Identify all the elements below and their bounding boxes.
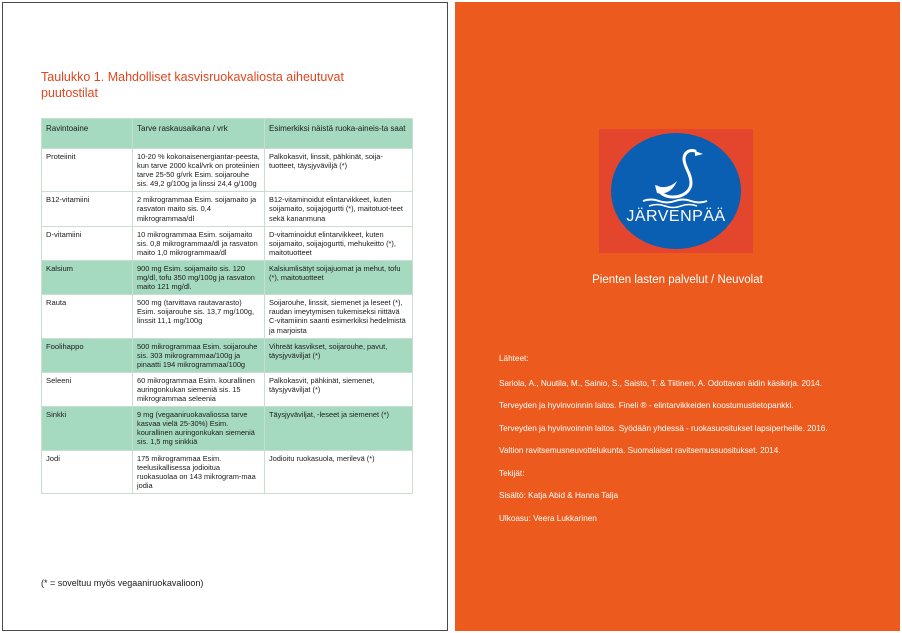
- nutrient-name: Kalsium: [42, 260, 133, 294]
- table-row: [42, 149, 413, 192]
- table-title: Taulukko 1. Mahdolliset kasvisruokavaliosta aiheutuvat puutostilat: [41, 70, 344, 100]
- header-sources: Esimerkiksi näistä ruoka-aineis-ta saat: [265, 119, 413, 149]
- left-page: [2, 2, 448, 631]
- header-nutrient: Ravintoaine: [42, 119, 133, 149]
- sources-section: [499, 354, 839, 536]
- nutrient-need: 500 mg (tarvittava rautavarasto) Esim. soijarouhe sis. 13,7 mg/100g, linssit 11,1 mg/100g: [133, 295, 265, 338]
- content-author: Sisältö: Katja Abid & Hanna Talja: [499, 491, 619, 500]
- nutrient-sources: Palkokasvit, linssit, pähkinät, soija-tuotteet, täysjyväviljä (*): [265, 149, 413, 192]
- footnote: (* = soveltuu myös vegaaniruokavalioon): [41, 578, 204, 588]
- authors-heading: Tekijät:: [499, 468, 525, 478]
- nutrient-need: 175 mikrogrammaa Esim. teelusikallisessa jodioitua ruokasuolaa on 143 mikrogram-maa jodia: [133, 450, 265, 493]
- nutrient-need: 500 mikrogrammaa Esim. soijarouhe sis. 303 mikrogrammaa/100g ja pinaatti 194 mikrogrammaa/100g: [133, 338, 265, 372]
- subtitle: Pienten lasten palvelut / Neuvolat: [592, 274, 763, 286]
- nutrient-sources: Palkokasvit, pähkinät, siemenet, täysjyväviljat (*): [265, 372, 413, 406]
- nutrient-need: 10-20 % kokonaisenergiantar-peesta, kun tarve 2000 kcal/vrk on proteiinien tarve 25-50 g/vrk Esim. soijarouhe sis. 49,2 g/100g ja linssi 24,4 g/100g: [133, 149, 265, 192]
- nutrient-sources: Täysjyväviljat, -leseet ja siemenet (*): [265, 407, 413, 450]
- sources-heading: Lähteet:: [499, 354, 529, 363]
- table-row: [42, 226, 413, 260]
- nutrient-need: 900 mg Esim. soijamaito sis. 120 mg/dl, tofu 350 mg/100g ja rasvaton maito 121 mg/dl.: [133, 260, 265, 294]
- table-row: [42, 295, 413, 338]
- table-row: [42, 338, 413, 372]
- nutrient-name: Jodi: [42, 450, 133, 493]
- nutrient-sources: Jodioitu ruokasuola, merilevä (*): [265, 450, 413, 493]
- nutrient-need: 9 mg (vegaaniruokavaliossa tarve kasvaa vielä 25-30%) Esim. kourallinen auringonkukan siemeniä sis. 1,5 mg sinkkiä: [133, 407, 265, 450]
- nutrient-sources: Soijarouhe, linssit, siemenet ja leseet (*), raudan imeytymisen tukemiseksi riittävä C-vitamiinin saanti esimerkiksi hedelmistä ja marjoista: [265, 295, 413, 338]
- nutrient-sources: Vihreät kasvikset, soijarouhe, pavut, täysjyväviljat (*): [265, 338, 413, 372]
- source-item: Terveyden ja hyvinvoinnin laitos. Fineli ® - elintarvikkeiden koostumustietopankki.: [499, 401, 794, 410]
- table-row: [42, 260, 413, 294]
- nutrient-name: Seleeni: [42, 372, 133, 406]
- source-item: Valtion ravitsemusneuvottelukunta. Suomalaiset ravitsemussuositukset. 2014.: [499, 446, 781, 455]
- header-need: Tarve raskausaikana / vrk: [133, 119, 265, 149]
- nutrient-name: Proteiinit: [42, 149, 133, 192]
- nutrient-sources: B12-vitaminoidut elintarvikkeet, kuten soijamaito, soijajogurtti (*), maitotuot-teet sekä kananmuna: [265, 192, 413, 226]
- nutrient-name: Rauta: [42, 295, 133, 338]
- nutrient-name: Sinkki: [42, 407, 133, 450]
- nutrient-name: D-vitamiini: [42, 226, 133, 260]
- nutrient-name: Foolihappo: [42, 338, 133, 372]
- nutrient-need: 10 mikrogrammaa Esim. soijamaito sis. 0,8 mikrogrammaa/dl ja rasvaton maito 1,0 mikrogrammaa/dl: [133, 226, 265, 260]
- table-header-row: [42, 119, 413, 149]
- logo-text: JÄRVENPÄÄ: [626, 208, 726, 225]
- logo-circle: [611, 133, 741, 249]
- nutrient-table: [41, 118, 413, 494]
- table-row: [42, 407, 413, 450]
- nutrient-name: B12-vitamiini: [42, 192, 133, 226]
- source-item: Sariola, A., Nuutila, M., Sainio, S., Saisto, T. & Tiitinen, A. Odottavan äidin käsikirja. 2014.: [499, 378, 822, 388]
- source-item: Terveyden ja hyvinvoinnin laitos. Syödään yhdessä - ruokasuositukset lapsiperheille. 2016.: [499, 423, 828, 433]
- table-row: [42, 192, 413, 226]
- nutrient-need: 60 mikrogrammaa Esim. kourallinen auringonkukan siemeniä sis. 15 mikrogrammaa seleenia: [133, 372, 265, 406]
- right-page: [455, 2, 900, 631]
- nutrient-need: 2 mikrogrammaa Esim. soijamaito ja rasvaton maito sis. 0,4 mikrogrammaa/dl: [133, 192, 265, 226]
- nutrient-sources: D-vitaminoidut elintarvikkeet, kuten soijamaito, soijajogurtti, mehukeitto (*), maitotuotteet: [265, 226, 413, 260]
- logo: [599, 129, 753, 253]
- layout-author: Ulkoasu: Veera Lukkarinen: [499, 513, 597, 523]
- nutrient-sources: Kalsiumlisätyt soijajuomat ja mehut, tofu (*), maitotuotteet: [265, 260, 413, 294]
- table-row: [42, 450, 413, 493]
- swan-icon: [637, 145, 717, 213]
- table-row: [42, 372, 413, 406]
